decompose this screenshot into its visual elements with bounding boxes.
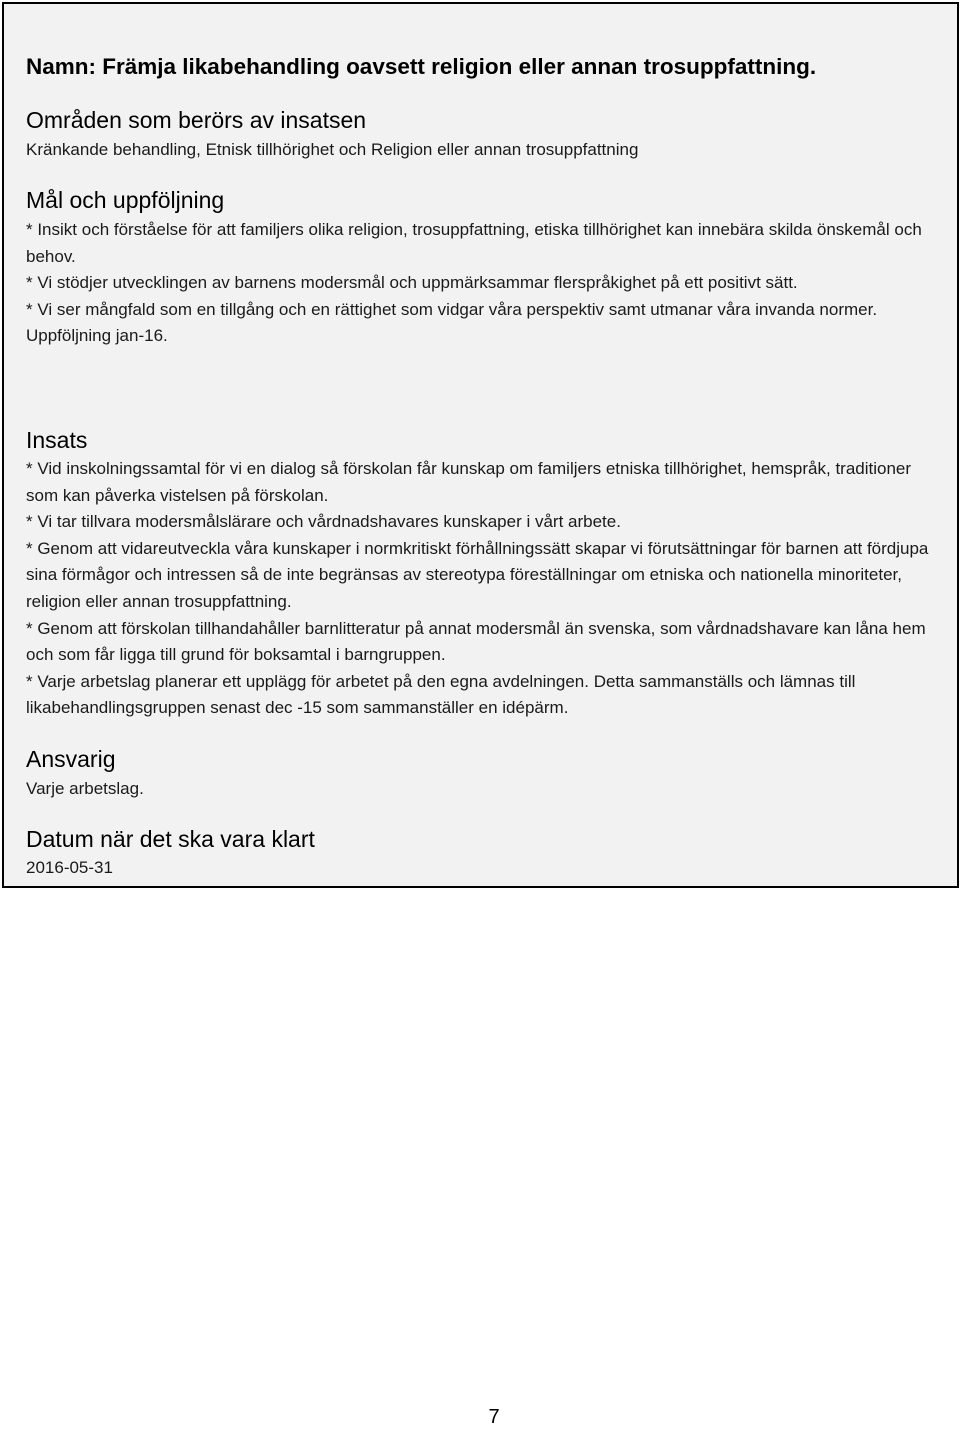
responsible-heading: Ansvarig: [26, 746, 116, 772]
action-item: * Genom att förskolan tillhandahåller barnlitteratur på annat modersmål än svenska, som vårdnadshavare kan låna hem och som får ligga till grund för boksamtal i barngruppen.: [26, 618, 926, 665]
action-heading: Insats: [26, 427, 88, 453]
action-list: [26, 456, 936, 722]
deadline-heading: Datum när det ska vara klart: [26, 826, 315, 852]
goals-item: * Vi stödjer utvecklingen av barnens modersmål och uppmärksammar flerspråkighet på ett positivt sätt.: [26, 273, 798, 292]
goals-list: [26, 217, 936, 350]
goals-heading: Mål och uppföljning: [26, 187, 225, 213]
action-item: * Genom att vidareutveckla våra kunskaper i normkritiskt förhållningssätt skapar vi förutsättningar för barnen att fördjupa sina förmågor och intressen så de inte begränsas av stereotypa föreställningar om etniska och nationella minoriteter, religion eller annan trosuppfattning.: [26, 538, 929, 611]
page-number: 7: [488, 1406, 500, 1428]
goals-item: * Vi ser mångfald som en tillgång och en rättighet som vidgar våra perspektiv samt utmanar våra invanda normer.: [26, 299, 878, 319]
areas-heading: Områden som berörs av insatsen: [26, 107, 367, 133]
name-title: Namn: Främja likabehandling oavsett religion eller annan trosuppfattning.: [26, 54, 817, 79]
goals-item: * Insikt och förståelse för att familjers olika religion, trosuppfattning, etiska tillhörighet kan innebära skilda önskemål och behov.: [26, 220, 922, 266]
action-item: * Vid inskolningssamtal för vi en dialog så förskolan får kunskap om familjers etniska tillhörighet, hemspråk, traditioner som kan påverka vistelsen på förskolan.: [26, 459, 912, 505]
deadline-date: 2016-05-31: [26, 858, 113, 877]
responsible-text: Varje arbetslag.: [26, 779, 144, 798]
areas-text: Kränkande behandling, Etnisk tillhörighet och Religion eller annan trosuppfattning: [26, 140, 639, 159]
action-item: * Vi tar tillvara modersmålslärare och vårdnadshavares kunskaper i vårt arbete.: [26, 512, 621, 532]
goals-followup: Uppföljning jan-16.: [26, 326, 168, 345]
action-item: * Varje arbetslag planerar ett upplägg för arbetet på den egna avdelningen. Detta sammanställs och lämnas till likabehandlingsgruppen senast dec -15 som sammanställer en idépärm.: [26, 671, 856, 718]
